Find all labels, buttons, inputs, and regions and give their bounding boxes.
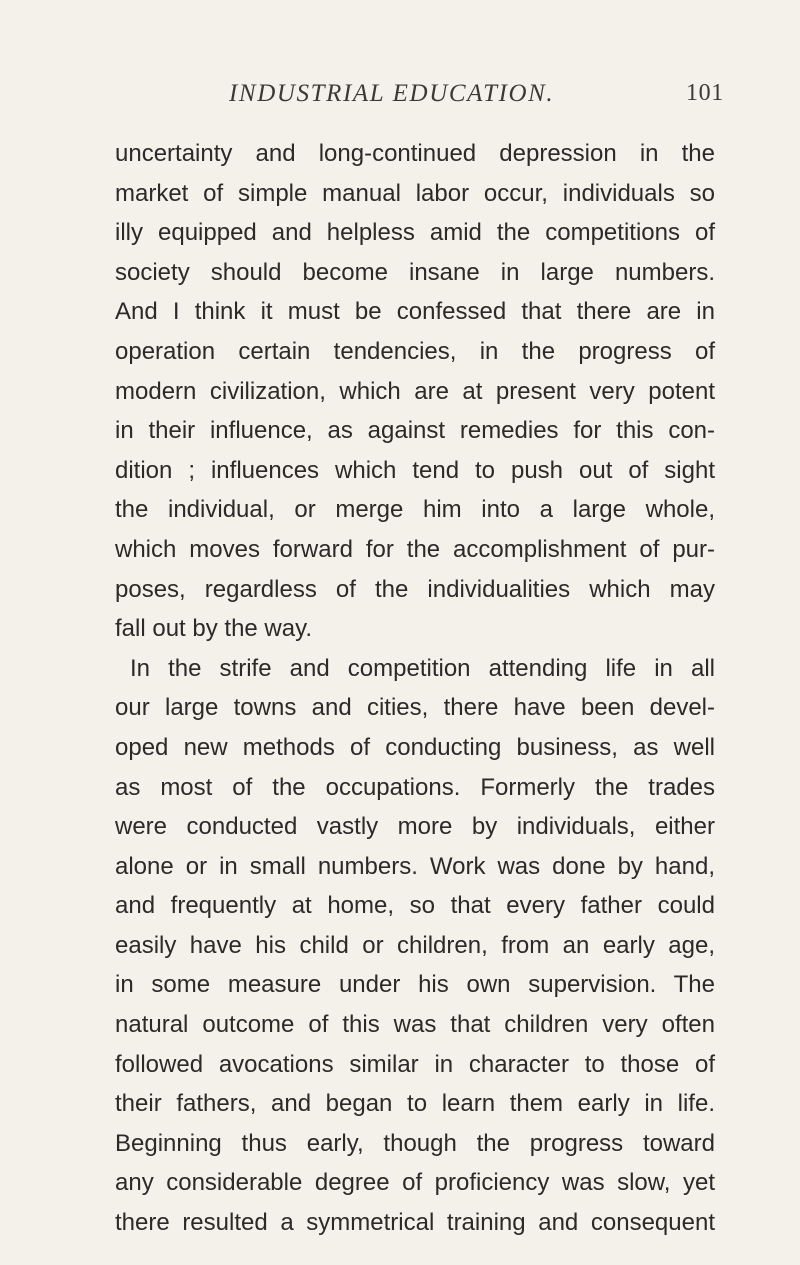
text-line: our large towns and cities, there have been devel-	[115, 694, 715, 722]
text-line: there resulted a symmetrical training and consequent	[115, 1209, 715, 1237]
text-line: oped new methods of conducting business, as well	[115, 733, 715, 761]
text-line: dition ; influences which tend to push out of sight	[115, 456, 715, 484]
text-line: And I think it must be confessed that there are in	[115, 298, 715, 326]
text-line: any considerable degree of proficiency was slow, yet	[115, 1169, 715, 1197]
text-line: illy equipped and helpless amid the competitions of	[115, 219, 715, 247]
text-line: operation certain tendencies, in the progress of	[115, 337, 715, 365]
text-line: uncertainty and long-continued depression in the	[115, 140, 715, 167]
text-line: In the strife and competition attending life in all	[130, 654, 715, 682]
text-line: followed avocations similar in character to those of	[115, 1050, 715, 1078]
text-line: alone or in small numbers. Work was done by hand,	[115, 852, 715, 880]
running-title: INDUSTRIAL EDUCATION.	[229, 80, 555, 107]
text-line: in some measure under his own supervision. The	[115, 971, 715, 999]
text-line: which moves forward for the accomplishment of pur-	[115, 535, 715, 563]
running-head	[0, 72, 800, 120]
text-line: and frequently at home, so that every father could	[115, 892, 715, 920]
text-line: as most of the occupations. Formerly the trades	[115, 773, 715, 801]
text-line: modern civilization, which are at present very potent	[115, 377, 715, 405]
text-line: easily have his child or children, from an early age,	[115, 931, 715, 959]
text-line: market of simple manual labor occur, individuals so	[115, 179, 715, 207]
body-text	[115, 134, 715, 1243]
text-line: fall out by the way.	[115, 615, 312, 643]
text-line: the individual, or merge him into a large whole,	[115, 496, 715, 524]
page-number: 101	[686, 80, 724, 106]
text-line: their fathers, and began to learn them early in life.	[115, 1090, 715, 1118]
text-line: in their influence, as against remedies for this con-	[115, 417, 715, 445]
text-line: society should become insane in large numbers.	[115, 258, 715, 286]
text-line: natural outcome of this was that children very often	[115, 1011, 715, 1039]
text-line: poses, regardless of the individualities which may	[115, 575, 715, 603]
text-line: Beginning thus early, though the progress toward	[115, 1129, 715, 1157]
text-line: were conducted vastly more by individuals, either	[115, 813, 715, 841]
